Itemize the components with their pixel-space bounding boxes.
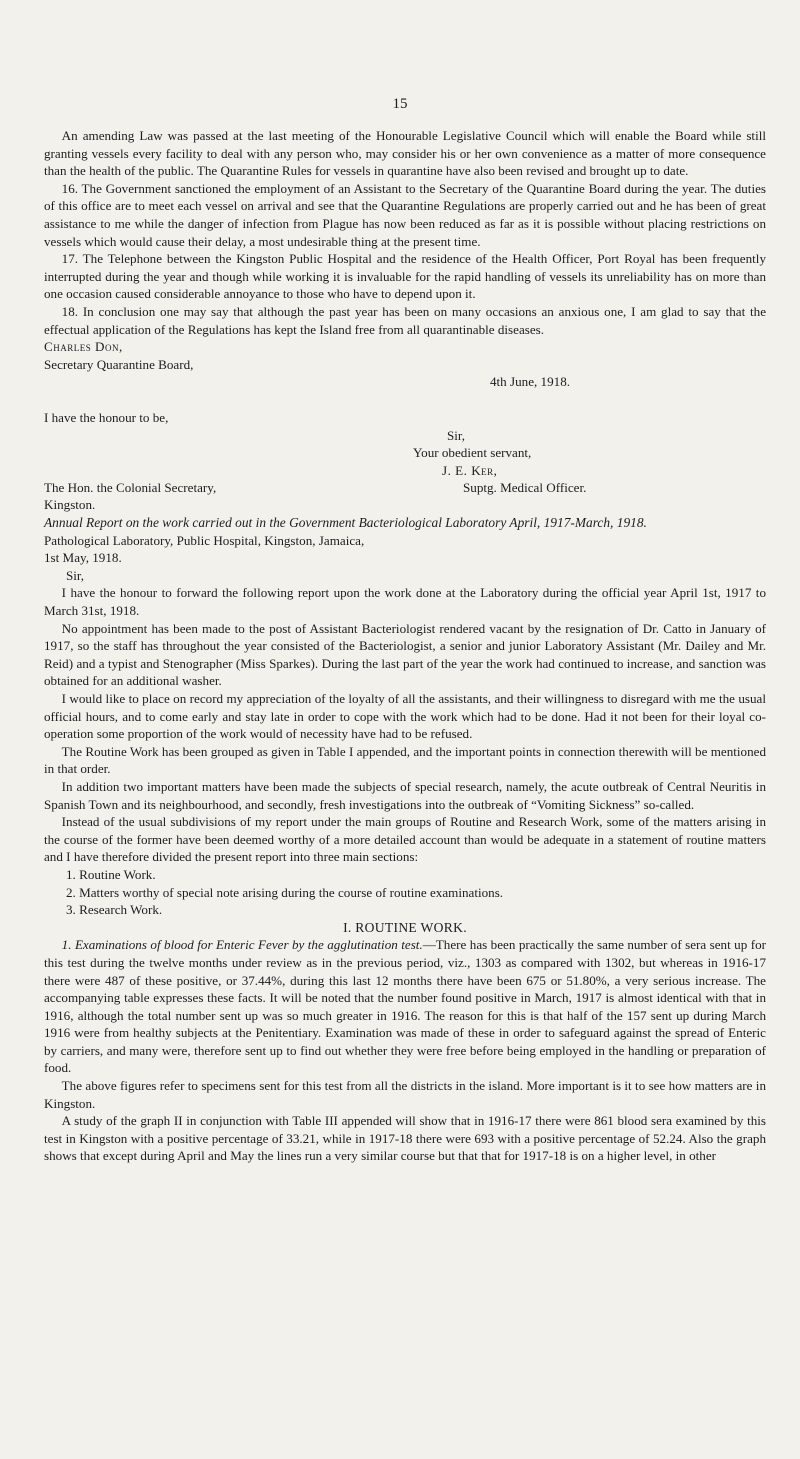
signature-date: 4th June, 1918. <box>490 374 571 390</box>
body-paragraph-3: I would like to place on record my appreciation of the loyalty of all the assistants, and their willingness to disregard with me the usual official hours, and to come early and stay late in order to cope with the work which had to be done. Had it not been for their loyal co-operation some proportion of the work would of necessity have had to be refused. <box>44 691 766 742</box>
section-list <box>66 866 766 919</box>
list-item: 1. Routine Work. <box>66 866 156 882</box>
routine-lead: 1. Examinations of blood for Enteric Fever by the agglutination test. <box>61 937 423 953</box>
salutation: Sir, <box>66 567 85 583</box>
closing-line-sir: Sir, <box>447 427 466 443</box>
body-paragraph-2: No appointment has been made to the post of Assistant Bacteriologist rendered vacant by the resignation of Dr. Catto in January of 1917, so the staff has throughout the year consisted of the Bacteriologist, a senior and junior Laboratory Assistant (Mr. Dailey and Mr. Reid) and a typist and Stenographer (Miss Sparkes). During the last part of the year the work had continued to increase, and sanction was obtained for an additional washer. <box>44 620 766 689</box>
letter-place: Pathological Laboratory, Public Hospital, Kingston, Jamaica, <box>44 532 365 548</box>
letter-date: 1st May, 1918. <box>44 550 122 566</box>
closing-name: J. E. Ker, <box>442 462 498 478</box>
paragraph-16: 16. The Government sanctioned the employment of an Assistant to the Secretary of the Quarantine Board during the year. The duties of this office are to meet each vessel on arrival and see that the Quarantine Regulations are properly carried out and he has been of great assistance to me while the danger of infection from Plague has now been reduced as far as it is possible without placing restrictions on vessels which would cause their delay, a most undesirable thing at the present time. <box>44 180 766 249</box>
addressee-block <box>44 479 766 514</box>
section-heading: I. ROUTINE WORK. <box>343 919 467 935</box>
routine-paragraph-1 <box>44 936 766 1077</box>
page-content <box>44 127 766 1165</box>
addressee-line: The Hon. the Colonial Secretary, <box>44 479 217 495</box>
body-paragraph-1: I have the honour to forward the following report upon the work done at the Laboratory during the official year April 1st, 1917 to March 31st, 1918. <box>44 585 766 619</box>
body-paragraph-4: The Routine Work has been grouped as given in Table I appended, and the important points in connection therewith will be mentioned in that order. <box>44 743 766 777</box>
routine-paragraph-3: A study of the graph II in conjunction with Table III appended will show that in 1916-17 there were 861 blood sera examined by this test in Kingston with a positive percentage of 33.21, while in 1917-18 there were 693 with a positive percentage of 52.24. Also the graph shows that except during April and May the lines run a very similar course but that that for 1917-18 is on a higher level, in other <box>44 1113 766 1164</box>
signature-quarantine <box>44 338 766 391</box>
signature-name: Charles Don, <box>44 339 123 355</box>
closing-line-servant: Your obedient servant, <box>413 445 532 461</box>
paragraph-17: 17. The Telephone between the Kingston Public Hospital and the residence of the Health Officer, Port Royal has been frequently interrupted during the year and though while working it is invaluable for the rapid handling of vessels its unreliability has on more than one occasion caused considerable annoyance to those who have to depend upon it. <box>44 251 766 302</box>
paragraph-amending-law: An amending Law was passed at the last meeting of the Honourable Legislative Council which will enable the Board while still granting vessels every facility to deal with any person who, may consider his or her own convenience as a matter of more consequence than the health of the public. The Quarantine Rules for vessels in quarantine have also been revised and brought up to date. <box>44 128 766 179</box>
paragraph-18: 18. In conclusion one may say that although the past year has been on many occasions an anxious one, I am glad to say that the effectual application of the Regulations has kept the Island free from all quarantinable diseases. <box>44 303 766 337</box>
signature-title: Secretary Quarantine Board, <box>44 356 194 372</box>
routine-paragraph-2: The above figures refer to specimens sent for this test from all the districts in the island. More important is it to see how matters are in Kingston. <box>44 1078 766 1111</box>
list-item: 3. Research Work. <box>66 902 163 918</box>
body-paragraph-5: In addition two important matters have been made the subjects of special research, namely, the acute outbreak of Central Neuritis in Spanish Town and its neighbourhood, and secondly, fresh investigations into the outbreak of “Vomiting Sickness” so-called. <box>44 778 766 812</box>
closing-title: Suptg. Medical Officer. <box>463 480 587 496</box>
routine-text: —There has been practically the same number of sera sent up for this test during the twelve months under review as in the previous period, viz., 1303 as compared with 1302, but whereas in 1916-17 there were 487 of these positive, or 37.44%, during this last 12 months there have been 675 or 51.80%, a very serious increase. The accompanying table expresses these facts. It will be noted that the number found positive in March, 1917 is almost identical with that in 1916, although the total number sent up was so much greater in 1916. The reason for this is that half of the 157 sent up during March 1916 were from healthy subjects at the Penitentiary. Examination was made of these in order to safeguard against the spread of Enteric by carriers, and many were, therefore sent up to find out whether they were free before being employed in the handling or preparation of food. <box>44 937 766 1076</box>
addressee-city: Kingston. <box>44 497 96 513</box>
body-paragraph-6: Instead of the usual subdivisions of my report under the main groups of Routine and Research Work, some of the matters arising in the course of the former have been deemed worthy of a more detailed account than would be adequate in a statement of routine matters and I have therefore divided the present report into three main sections: <box>44 814 766 865</box>
page-number: 15 <box>392 96 408 112</box>
report-title: Annual Report on the work carried out in the Government Bacteriological Laboratory April, 1917-March, 1918. <box>44 515 647 531</box>
closing-line-honour: I have the honour to be, <box>44 409 169 425</box>
list-item: 2. Matters worthy of special note arising during the course of routine examinations. <box>66 884 504 900</box>
